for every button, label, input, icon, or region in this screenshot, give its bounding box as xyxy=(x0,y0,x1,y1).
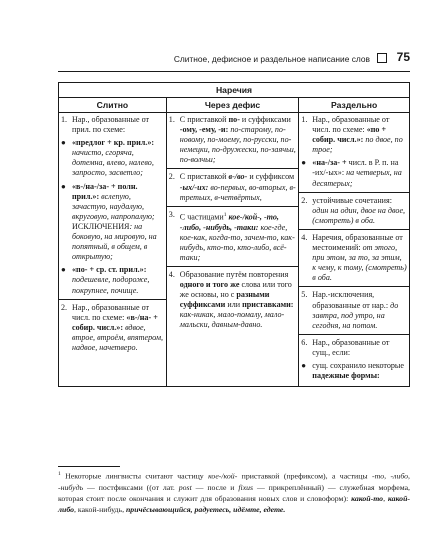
list-item: ● «предлог + кр. прил.»: начисто, сгоряча, дотемна, влево, налево, запросто, засветло; xyxy=(61,138,155,178)
footnote-rule xyxy=(58,466,120,467)
exceptions-label: ИСКЛЮЧЕНИЯ xyxy=(72,221,130,231)
list-item: 6. Нар., образованные от сущ., если: xyxy=(301,337,390,357)
list-item: 4. Наречия, образованные от местоимений: от этого, при этом, за то, за этим, к чему, к тому, (смотреть) в оба. xyxy=(301,232,407,283)
list-item: 4. Образование путём повторения одного и того же слова или того же основы, но с разными суффиксами или приставками: как-никак, мало-помалу, мало-мальски, давным-давно. xyxy=(168,269,294,330)
list-item: ● «на-/за- + числ. в Р. п. на -их/-ых»: на четверых, на десятерых; xyxy=(301,158,402,188)
list-item: ● «по- + ср. ст. прил.»: подешевле, подороже, покрупнее, почище. xyxy=(61,265,150,295)
column-hyphen xyxy=(166,113,299,387)
list-item: 2. Нар., образованные от числ. по схеме: «в-/на- + собир. числ.»: вдвое, втрое, втроём, впятером, надвое, начетверо. xyxy=(61,302,164,352)
list-item: 1. Нар., образованные от числ. по схеме: «по + собир. числ.»: по двое, по трое; xyxy=(301,115,403,155)
column-separate xyxy=(299,113,410,387)
list-item: 1. С приставкой по- и суффиксами -ому, -ему, -и: по-старому, по-новому, по-моему, по-русски, по-немецки, по-дружески, по-заячьи, по-волчьи; xyxy=(168,115,296,165)
page-number: 75 xyxy=(396,50,410,64)
list-item: 2. устойчивые сочетания: один на один, двое на двое, (смотреть) в оба. xyxy=(301,195,406,225)
list-item: ● сущ. сохранило некоторые падежные формы: xyxy=(301,360,404,381)
column-together xyxy=(59,113,167,387)
list-item: ● «в-/на-/за- + полн. прил.»: вслепую, зачастую, наудалую, вкруговую, напропалую; ИСКЛЮЧЕНИЯ: на боковую, на мировую, на попятный, в общем, в открытую; xyxy=(61,181,157,262)
header-rule xyxy=(58,71,410,72)
column-header-together: Слитно xyxy=(59,98,167,113)
column-header-hyphen: Через дефис xyxy=(166,98,299,113)
running-header xyxy=(58,52,410,66)
list-item: 2. С приставкой в-/во- и суффиксом -ых/-их: во-первых, во-вторых, в-третьих, в-четвёртых, xyxy=(168,172,296,202)
list-item: 5. Нар.-исключения, образованные от нар.: до завтра, под утро, на сегодня, на потом. xyxy=(301,290,399,330)
table-title: Наречия xyxy=(59,83,410,98)
running-title: Слитное, дефисное и раздельное написание слов xyxy=(173,54,370,64)
column-header-separate: Раздельно xyxy=(299,98,410,113)
adverb-spelling-table xyxy=(58,82,410,387)
square-icon xyxy=(377,53,387,63)
list-item: 1. Нар., образованные от прил. по схеме: xyxy=(61,115,150,135)
footnote: $^1$ Некоторые лингвисты считают частицу кое-/кой- приставкой (префиксом), а частицы -то, -либо, -нибудь — постфиксами ((от лат. post — после и fixus — прикреплённый) — служебная морфема, которая стоит после окончания и служит для образования новых слов и словоформ): какой-то, какой-либо, какой-нибудь, причёсывающийся, радуетесь, идёмте, едете. xyxy=(58,471,411,515)
list-item: 3. С частицами$^1$ кое-/кой-, -то, -либо, -нибудь, -таки: кое-где, кое-как, когда-то, зачем-то, как-нибудь, кто-то, кто-либо, всё-таки; xyxy=(168,209,295,262)
